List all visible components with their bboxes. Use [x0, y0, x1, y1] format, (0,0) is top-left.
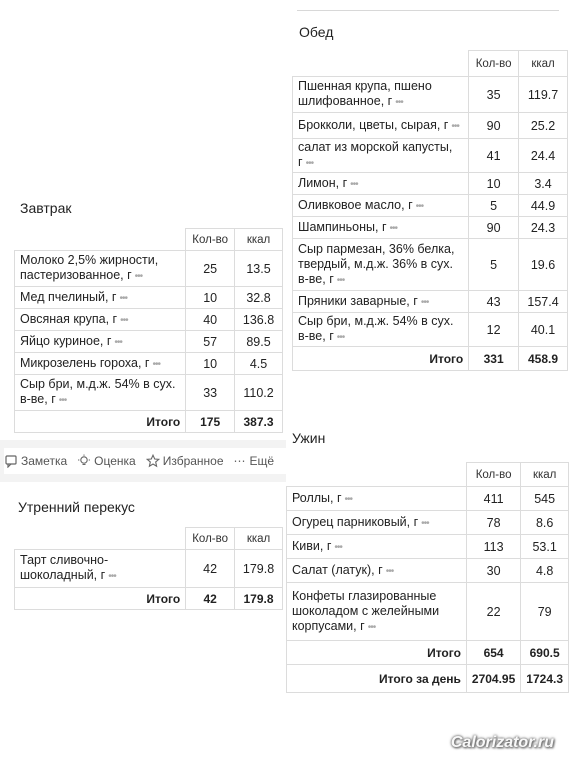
- header-kcal: ккал: [235, 528, 283, 550]
- food-qty: 10: [186, 287, 235, 309]
- food-qty: 41: [469, 139, 519, 173]
- food-qty: 113: [466, 535, 520, 559]
- total-qty: 654: [466, 641, 520, 665]
- total-kcal: 690.5: [521, 641, 569, 665]
- food-qty: 57: [186, 331, 235, 353]
- food-name-cell: [287, 511, 467, 535]
- more-dots-icon[interactable]: •••: [336, 274, 345, 286]
- food-name: Сыр бри, м.д.ж. 54% в сух. в-ве, г: [20, 377, 176, 406]
- food-kcal: 4.5: [235, 353, 283, 375]
- more-dots-icon[interactable]: •••: [420, 296, 429, 308]
- header-kcal: ккал: [519, 51, 568, 77]
- more-dots-icon[interactable]: •••: [334, 541, 342, 553]
- food-kcal: 136.8: [235, 309, 283, 331]
- total-qty: 175: [186, 411, 235, 433]
- total-row: [293, 347, 568, 371]
- food-name: Микрозелень гороха, г: [20, 355, 150, 370]
- food-row: [293, 113, 568, 139]
- food-name-cell: [287, 559, 467, 583]
- food-row: [293, 173, 568, 195]
- food-row: [15, 550, 283, 588]
- header-blank-cell: [15, 528, 186, 550]
- food-kcal: 79: [521, 583, 569, 641]
- food-name-cell: [287, 487, 467, 511]
- food-kcal: 24.4: [519, 139, 568, 173]
- lunch-title: Обед: [299, 24, 334, 40]
- more-dots-icon[interactable]: •••: [114, 336, 122, 348]
- total-label: Итого: [293, 347, 469, 371]
- food-row: [15, 287, 283, 309]
- food-name-cell: [293, 113, 469, 139]
- lightbulb-icon: [77, 454, 91, 468]
- food-kcal: 13.5: [235, 251, 283, 287]
- total-qty: 42: [186, 588, 235, 610]
- food-name-cell: [287, 535, 467, 559]
- food-qty: 411: [466, 487, 520, 511]
- food-kcal: 179.8: [235, 550, 283, 588]
- food-name-cell: [293, 173, 469, 195]
- food-name: Роллы, г: [292, 490, 342, 505]
- food-row: [15, 309, 283, 331]
- food-name: Огурец парниковый, г: [292, 514, 419, 529]
- food-qty: 10: [186, 353, 235, 375]
- more-dots-icon: ⋯: [233, 454, 247, 468]
- food-kcal: 44.9: [519, 195, 568, 217]
- food-row: [15, 251, 283, 287]
- food-qty: 30: [466, 559, 520, 583]
- food-row: [293, 77, 568, 113]
- note-button[interactable]: [4, 454, 67, 468]
- food-name-cell: [293, 217, 469, 239]
- table-header-row: [287, 463, 569, 487]
- more-dots-icon[interactable]: •••: [395, 97, 403, 108]
- total-kcal: 387.3: [235, 411, 283, 433]
- food-kcal: 19.6: [519, 239, 568, 291]
- food-name-cell: [293, 77, 469, 113]
- food-qty: 43: [469, 291, 519, 313]
- snack-table: [14, 527, 283, 610]
- food-kcal: 24.3: [519, 217, 568, 239]
- table-header-row: [15, 229, 283, 251]
- food-kcal: 110.2: [235, 375, 283, 411]
- food-name-cell: [15, 331, 186, 353]
- food-name-cell: [293, 139, 469, 173]
- food-kcal: 40.1: [519, 313, 568, 347]
- food-name: Овсяная крупа, г: [20, 311, 118, 326]
- food-name: Брокколи, цветы, сырая, г: [298, 117, 449, 132]
- more-button[interactable]: [234, 454, 275, 468]
- header-blank-cell: [15, 229, 186, 251]
- more-dots-icon[interactable]: •••: [305, 158, 314, 169]
- breakfast-title: Завтрак: [20, 200, 72, 216]
- more-dots-icon[interactable]: •••: [134, 271, 143, 282]
- food-name: Мед пчелиный, г: [20, 289, 117, 304]
- food-name-cell: [15, 375, 186, 411]
- header-kcal: ккал: [235, 229, 283, 251]
- total-kcal: 179.8: [235, 588, 283, 610]
- more-dots-icon[interactable]: •••: [421, 517, 429, 529]
- food-name-cell: [287, 583, 467, 641]
- total-row: [15, 411, 283, 433]
- note-icon: [4, 454, 18, 468]
- more-dots-icon[interactable]: •••: [350, 178, 358, 190]
- rating-button[interactable]: [77, 454, 136, 468]
- food-name: Конфеты глазированные шоколадом с желейными корпусами, г: [292, 588, 440, 633]
- food-qty: 22: [466, 583, 520, 641]
- breakfast-table: [14, 228, 283, 433]
- food-kcal: 53.1: [521, 535, 569, 559]
- food-kcal: 119.7: [519, 77, 568, 113]
- food-name-cell: [15, 550, 186, 588]
- food-row: [293, 217, 568, 239]
- food-row: [293, 313, 568, 347]
- food-name-cell: [15, 353, 186, 375]
- food-kcal: 8.6: [521, 511, 569, 535]
- total-kcal: 458.9: [519, 347, 568, 371]
- header-qty: Кол-во: [469, 51, 519, 77]
- food-name-cell: [293, 195, 469, 217]
- food-row: [293, 139, 568, 173]
- food-row: [15, 375, 283, 411]
- more-dots-icon[interactable]: •••: [451, 120, 459, 132]
- food-row: [15, 331, 283, 353]
- star-icon: [146, 454, 160, 468]
- food-name: Молоко 2,5% жирности, пастеризованное, г: [20, 253, 159, 282]
- food-name: салат из морской капусты, г: [298, 140, 453, 169]
- total-qty: 331: [469, 347, 519, 371]
- day-total-label: Итого за день: [287, 665, 467, 693]
- more-dots-icon[interactable]: •••: [385, 565, 394, 577]
- food-kcal: 3.4: [519, 173, 568, 195]
- note-label: Заметка: [21, 454, 68, 468]
- table-header-row: [293, 51, 568, 77]
- food-name: Тарт сливочно-шоколадный, г: [20, 553, 109, 582]
- food-kcal: 32.8: [235, 287, 283, 309]
- table-header-row: [15, 528, 283, 550]
- food-name: Пряники заварные, г: [298, 293, 418, 308]
- total-label: Итого: [15, 411, 186, 433]
- food-qty: 10: [469, 173, 519, 195]
- food-name-cell: [293, 313, 469, 347]
- food-row: [287, 487, 569, 511]
- food-name-cell: [15, 251, 186, 287]
- favorite-button[interactable]: [146, 454, 224, 468]
- food-row: [287, 559, 569, 583]
- food-qty: 40: [186, 309, 235, 331]
- food-qty: 33: [186, 375, 235, 411]
- more-dots-icon[interactable]: •••: [415, 200, 424, 212]
- total-label: Итого: [15, 588, 186, 610]
- action-toolbar: [4, 448, 286, 474]
- food-row: [293, 195, 568, 217]
- food-name-cell: [293, 239, 469, 291]
- food-row: [287, 511, 569, 535]
- food-name: Оливковое масло, г: [298, 197, 413, 212]
- food-qty: 5: [469, 239, 519, 291]
- more-dots-icon[interactable]: •••: [389, 222, 398, 234]
- food-name: Сыр пармезан, 36% белка, твердый, м.д.ж. 36% в сух. в-ве, г: [298, 241, 455, 286]
- day-total-kcal: 1724.3: [521, 665, 569, 693]
- food-name-cell: [15, 309, 186, 331]
- food-name: Салат (латук), г: [292, 562, 383, 577]
- food-name-cell: [15, 287, 186, 309]
- food-kcal: 89.5: [235, 331, 283, 353]
- more-dots-icon[interactable]: •••: [336, 332, 345, 343]
- more-dots-icon[interactable]: •••: [367, 621, 376, 633]
- more-dots-icon[interactable]: •••: [58, 395, 67, 406]
- food-kcal: 545: [521, 487, 569, 511]
- food-qty: 25: [186, 251, 235, 287]
- food-name-cell: [293, 291, 469, 313]
- rating-label: Оценка: [94, 454, 136, 468]
- header-blank-cell: [287, 463, 467, 487]
- dinner-table: [286, 462, 569, 693]
- food-qty: 12: [469, 313, 519, 347]
- more-dots-icon[interactable]: •••: [120, 314, 128, 326]
- header-qty: Кол-во: [186, 528, 235, 550]
- snack-title: Утренний перекус: [18, 499, 135, 515]
- food-qty: 78: [466, 511, 520, 535]
- food-name: Пшенная крупа, пшено шлифованное, г: [298, 79, 432, 108]
- day-total-qty: 2704.95: [466, 665, 520, 693]
- food-kcal: 157.4: [519, 291, 568, 313]
- food-qty: 42: [186, 550, 235, 588]
- food-name: Яйцо куриное, г: [20, 333, 112, 348]
- food-row: [293, 291, 568, 313]
- food-row: [287, 583, 569, 641]
- header-kcal: ккал: [521, 463, 569, 487]
- food-qty: 35: [469, 77, 519, 113]
- more-dots-icon[interactable]: •••: [119, 292, 127, 304]
- food-row: [287, 535, 569, 559]
- favorite-label: Избранное: [162, 454, 224, 468]
- header-qty: Кол-во: [186, 229, 235, 251]
- food-name: Шампиньоны, г: [298, 219, 387, 234]
- divider: [297, 10, 559, 11]
- day-total-row: [287, 665, 569, 693]
- food-name: Сыр бри, м.д.ж. 54% в сух. в-ве, г: [298, 314, 454, 343]
- food-row: [15, 353, 283, 375]
- food-row: [293, 239, 568, 291]
- more-dots-icon[interactable]: •••: [108, 571, 116, 582]
- food-name: Лимон, г: [298, 175, 348, 190]
- more-label: Ещё: [249, 454, 275, 468]
- more-dots-icon[interactable]: •••: [152, 358, 160, 370]
- more-dots-icon[interactable]: •••: [344, 493, 353, 505]
- header-qty: Кол-во: [466, 463, 520, 487]
- header-blank-cell: [293, 51, 469, 77]
- total-label: Итого: [287, 641, 467, 665]
- food-name: Киви, г: [292, 538, 332, 553]
- total-row: [15, 588, 283, 610]
- food-qty: 90: [469, 113, 519, 139]
- watermark-logo: Calorizator.ru: [450, 734, 554, 751]
- total-row: [287, 641, 569, 665]
- dinner-title: Ужин: [292, 430, 326, 446]
- food-qty: 90: [469, 217, 519, 239]
- food-qty: 5: [469, 195, 519, 217]
- food-kcal: 25.2: [519, 113, 568, 139]
- food-kcal: 4.8: [521, 559, 569, 583]
- lunch-table: [292, 50, 568, 371]
